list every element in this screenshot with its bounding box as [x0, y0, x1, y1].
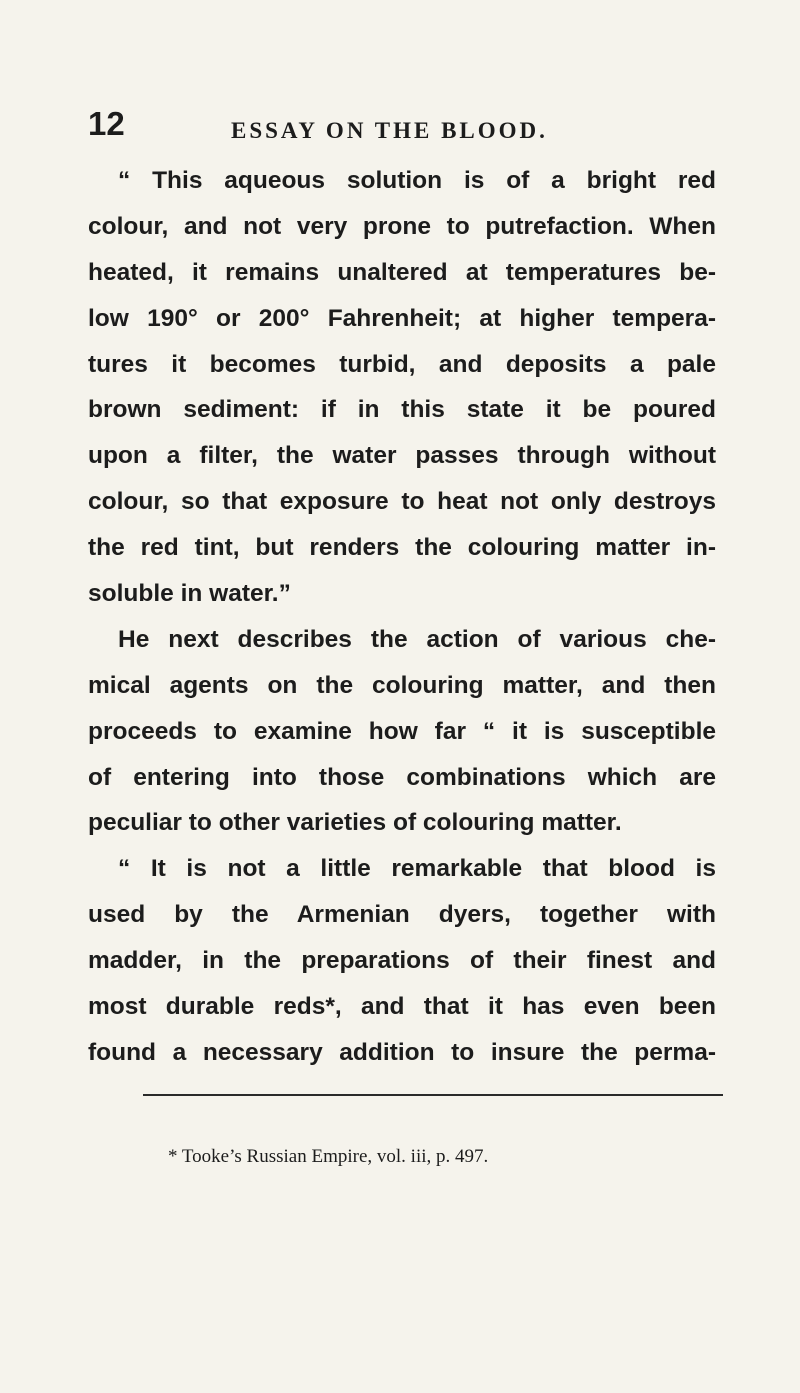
text-line: brown sediment: if in this state it be poured — [88, 396, 716, 424]
page-number: 12 — [88, 105, 125, 142]
text-line: of entering into those combinations which are — [88, 763, 716, 791]
text-line: proceeds to examine how far “ it is susceptible — [88, 717, 716, 745]
text-line: heated, it remains unaltered at temperatures be- — [88, 258, 716, 286]
text-line: colour, and not very prone to putrefaction. When — [88, 212, 716, 240]
running-head: ESSAY ON THE BLOOD. — [231, 118, 548, 143]
text-line: used by the Armenian dyers, together with — [88, 901, 716, 929]
text-line: mical agents on the colouring matter, and then — [88, 671, 716, 699]
text-line: upon a filter, the water passes through without — [88, 442, 716, 470]
text-line: “ This aqueous solution is of a bright red — [118, 167, 716, 194]
text-line: He next describes the action of various che- — [118, 625, 716, 653]
footnote-rule — [143, 1094, 723, 1096]
text-line: madder, in the preparations of their finest and — [88, 947, 716, 975]
text-line: found a necessary addition to insure the perma- — [88, 1038, 716, 1066]
text-line: peculiar to other varieties of colouring matter. — [88, 809, 622, 837]
text-line: low 190° or 200° Fahrenheit; at higher tempera- — [88, 304, 716, 332]
text-line: the red tint, but renders the colouring matter in- — [88, 534, 716, 562]
footnote: * Tooke’s Russian Empire, vol. iii, p. 497. — [168, 1146, 489, 1167]
text-line: tures it becomes turbid, and deposits a pale — [88, 350, 716, 378]
text-line: soluble in water.” — [88, 580, 291, 608]
body-text — [88, 158, 716, 1076]
text-line: most durable reds*, and that it has even been — [88, 993, 716, 1021]
text-line: “ It is not a little remarkable that blood is — [118, 855, 716, 883]
text-line: colour, so that exposure to heat not only destroys — [88, 488, 716, 516]
